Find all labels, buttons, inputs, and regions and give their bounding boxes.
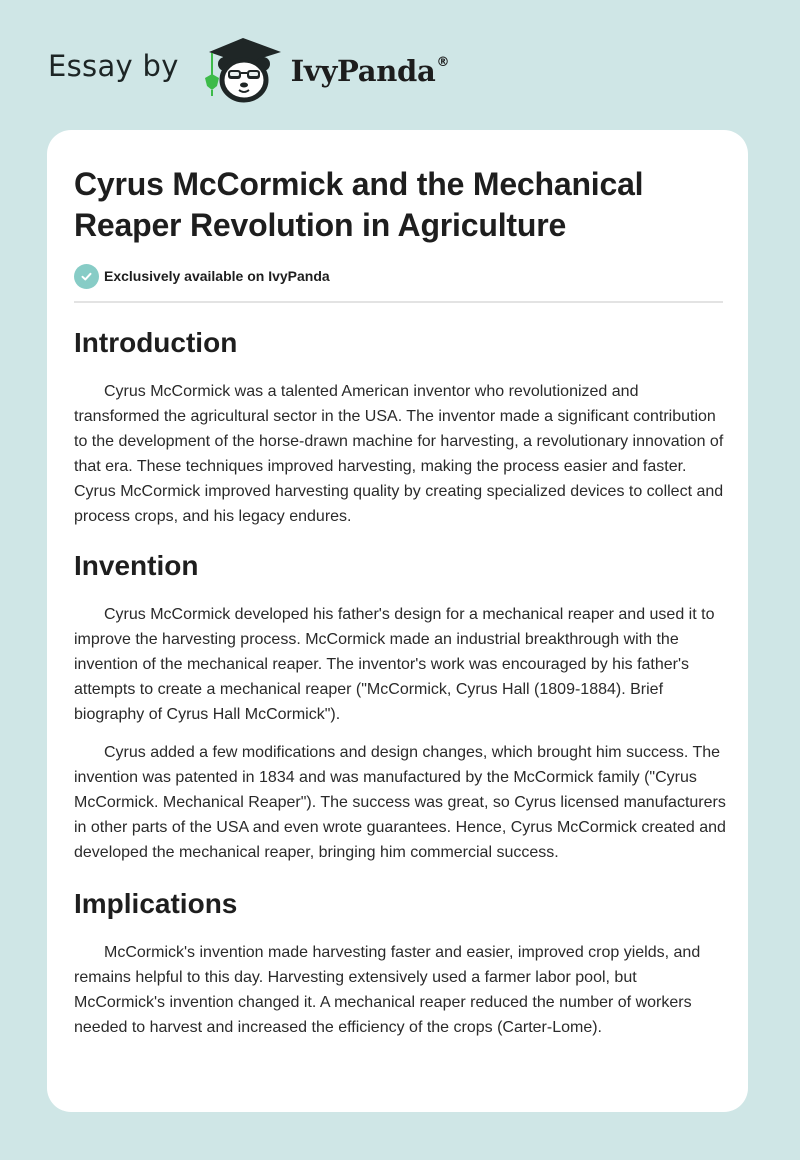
section-invention <box>74 549 726 865</box>
brand-name <box>291 54 450 88</box>
brand-name-text: IvyPanda <box>290 54 436 88</box>
exclusive-label: Exclusively available on IvyPanda <box>104 268 330 284</box>
essay-title: Cyrus McCormick and the Mechanical Reaper Revolution in Agriculture <box>74 166 644 243</box>
exclusive-badge <box>74 262 722 290</box>
paragraph: Cyrus McCormick developed his father's design for a mechanical reaper and used it to improve the harvesting process. McCormick made an industrial breakthrough with the invention of the mechanical reaper. The inventor's work was encouraged by his father's attempts to create a mechanical reaper ("McCormick, Cyrus Hall (1809-1884). Brief biography of Cyrus Hall McCormick"). <box>74 606 715 723</box>
section-heading: Implications <box>74 888 238 919</box>
brand-header[interactable] <box>48 34 449 104</box>
panda-graduate-icon <box>197 34 285 104</box>
section-implications <box>74 887 722 1040</box>
essay-card <box>47 130 748 1112</box>
section-heading: Introduction <box>74 327 238 358</box>
section-heading: Invention <box>74 550 199 581</box>
paragraph: Cyrus added a few modifications and design changes, which brought him success. The invention was patented in 1834 and was manufactured by the McCormick family ("Cyrus McCormick. Mechanical Reaper"). The success was great, so Cyrus licensed manufacturers in other parts of the USA and even wrote guarantees. Hence, Cyrus McCormick created and developed the mechanical reaper, bringing him commercial success. <box>74 744 726 861</box>
brand-prefix: Essay by <box>48 49 179 83</box>
registered-mark: ® <box>436 55 450 71</box>
section-introduction <box>74 326 722 529</box>
paragraph: Cyrus McCormick was a talented American inventor who revolutionized and transformed the agricultural sector in the USA. The inventor made a significant contribution to the development of the horse-drawn machine for harvesting, a revolutionary innovation of that era. These techniques improved harvesting, making the process easier and faster. Cyrus McCormick improved harvesting quality by creating specialized devices to collect and process crops, and his legacy endures. <box>74 383 724 525</box>
check-circle-icon <box>74 264 99 289</box>
paragraph: McCormick's invention made harvesting faster and easier, improved crop yields, and remains helpful to this day. Harvesting extensively used a farmer labor pool, but McCormick's invention changed it. A mechanical reaper reduced the number of workers needed to harvest and increased the efficiency of the crops (Carter-Lome). <box>74 944 701 1036</box>
title-divider <box>74 301 723 303</box>
